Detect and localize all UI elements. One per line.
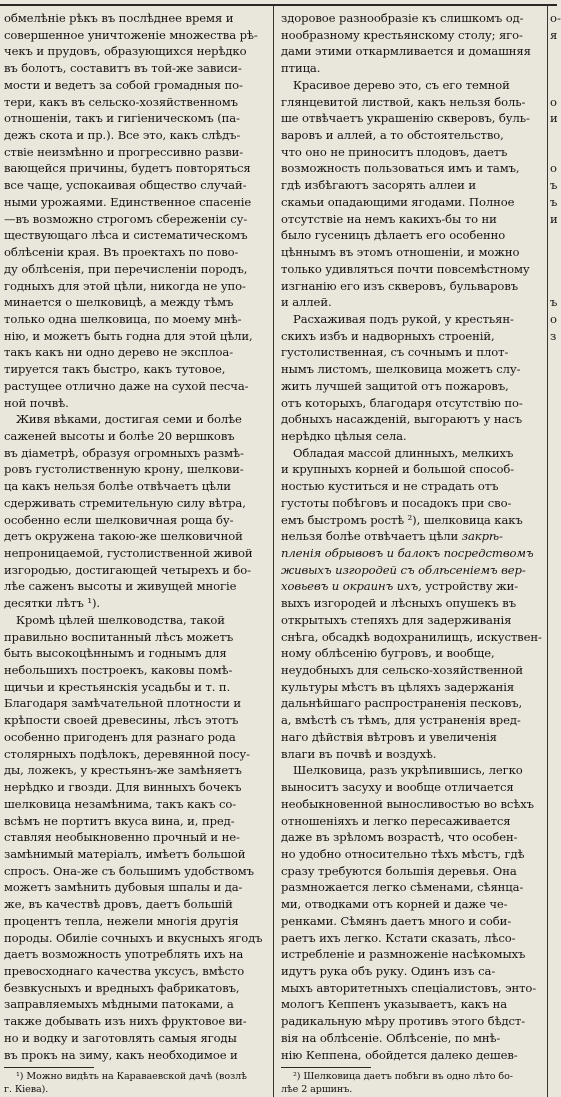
text-line: что оно не приноситъ плодовъ, даетъ: [281, 144, 508, 159]
left-para-1: [4, 10, 267, 411]
text-line: ду облѣсенія, при перечисленіи породъ,: [4, 261, 248, 276]
text-run: нельзя болѣе отвѣчаетъ цѣли: [281, 529, 459, 544]
edge-fragment: [550, 1047, 557, 1064]
left-footnote: [4, 1071, 267, 1096]
text-line: только одна шелковица, по моему мнѣ-: [4, 311, 242, 326]
text-line: нообразному крестьянскому столу; яго-: [281, 27, 523, 42]
text-run: емъ быстромъ ростѣ ²), шелковица какъ: [281, 512, 523, 527]
text-line: и аллей.: [281, 295, 332, 310]
text-line: мыхъ авторитетныхъ спеціалистовъ, энто-: [281, 980, 537, 995]
text-line: густолиственная, съ сочнымъ и плот-: [281, 345, 509, 360]
text-line: также добывать изъ нихъ фруктовое ви-: [4, 1014, 247, 1029]
text-line: ствіе неизмѣнно и прогрессивно разви-: [4, 144, 244, 159]
edge-fragment: [550, 829, 557, 846]
text-line: превосходнаго качества уксусъ, вмѣсто: [4, 963, 245, 978]
text-line: растущее отлично даже на сухой песча-: [4, 378, 249, 393]
edge-fragment: [550, 863, 557, 880]
text-line: ровъ густолиственную крону, шелкови-: [4, 462, 244, 477]
text-line: возможность пользоваться имъ и тамъ,: [281, 161, 520, 176]
text-line: добныхъ насажденій, выгораютъ у насъ: [281, 412, 523, 427]
text-line: можетъ замѣнить дубовыя шпалы и да-: [4, 880, 243, 895]
text-line: ному облѣсенію бугровъ, и вообще,: [281, 646, 495, 661]
edge-fragment: [550, 645, 557, 662]
right-para-0: [281, 10, 543, 77]
text-line: ми, отводками отъ корней и даже че-: [281, 897, 508, 912]
text-line: совершенное уничтоженіе множества рѣ-: [4, 27, 258, 42]
edge-fragment: [550, 963, 557, 980]
text-line: но удобно относительно тѣхъ мѣстъ, гдѣ: [281, 846, 525, 861]
text-line: обмелѣніе рѣкъ въ послѣднее время и: [4, 11, 234, 25]
text-run: густоты побѣговъ и посадокъ при сво-: [281, 495, 512, 510]
text-line: ренками. Сѣмянъ даетъ много и соби-: [281, 913, 512, 928]
right-para-1: [281, 77, 543, 311]
text-line: Кромѣ цѣлей шелководства, такой: [16, 612, 225, 627]
text-line: —въ возможно строгомъ сбереженіи су-: [4, 211, 248, 226]
text-line: отъ которыхъ, благодаря отсутствію по-: [281, 395, 523, 410]
footnote-rule: [4, 1067, 94, 1068]
edge-fragment: [550, 562, 557, 579]
text-line: а, вмѣстѣ съ тѣмъ, для устраненія вред-: [281, 713, 521, 728]
text-line: жить лучшей защитой отъ пожаровъ,: [281, 378, 509, 393]
edge-fragment: з: [550, 328, 557, 343]
text-line: крѣпости своей древесины, лѣсъ этотъ: [4, 713, 239, 728]
edge-fragment: [550, 43, 557, 60]
text-line: небольшихъ построекъ, каковы помѣ-: [4, 663, 233, 678]
text-line: идутъ рука объ руку. Одинъ изъ са-: [281, 963, 496, 978]
text-line: наго дѣйствія вѣтровъ и увеличенія: [281, 729, 497, 744]
edge-fragment: [550, 261, 557, 278]
edge-fragment: [550, 762, 557, 779]
text-line: ществующаго лѣса и систематическомъ: [4, 228, 248, 243]
right-footnote: [281, 1071, 543, 1096]
top-rule: [0, 4, 557, 6]
text-line: Благодаря замѣчательной плотности и: [4, 696, 241, 711]
text-line: снѣга, обсадкѣ водохранилищъ, искуствен-: [281, 629, 542, 644]
text-line: нію, и можетъ быть годна для этой цѣли,: [4, 328, 253, 343]
edge-fragment: ъ: [550, 194, 558, 209]
text-line: варовъ и аллей, а то обстоятельство,: [281, 128, 504, 143]
edge-fragment: [550, 60, 557, 77]
edge-fragment: [550, 796, 557, 813]
italic-run: живыхъ изгородей съ облѣсеніемъ вер-: [281, 562, 526, 577]
text-line: мости и ведетъ за собой громадныя по-: [4, 77, 243, 92]
text-line: заправляемыхъ мѣдными патоками, а: [4, 997, 234, 1012]
text-line: [281, 512, 543, 529]
text-line: правильно воспитанный лѣсъ можетъ: [4, 629, 234, 644]
right-column: [281, 10, 543, 1095]
edge-fragment: [550, 77, 557, 94]
text-line: дальнѣйшаго распространенія песковъ,: [281, 696, 523, 711]
text-line: выхъ изгородей и лѣсныхъ опушекъ въ: [281, 596, 516, 611]
text-line: отношеніяхъ и легко пересаживается: [281, 813, 511, 828]
text-line: въ болотъ, составитъ въ той-же зависи-: [4, 61, 242, 76]
text-line: выноситъ засуху и вообще отличается: [281, 780, 514, 795]
edge-fragment: [550, 913, 557, 930]
text-line: нію Кеппена, обойдется далеко дешев-: [281, 1047, 518, 1062]
text-line: же, въ качествѣ дровъ, даетъ большій: [4, 897, 233, 912]
text-line: въ діаметрѣ, образуя огромныхъ размѣ-: [4, 445, 244, 460]
text-run: Обладая массой длинныхъ, мелкихъ: [293, 445, 514, 460]
text-line: скамьи опадающими ягодами. Полное: [281, 194, 515, 209]
edge-fragment: [550, 980, 557, 997]
text-line: [281, 562, 543, 579]
text-line: дами этими откармливается и домашняя: [281, 44, 531, 59]
text-line: детъ окружена такою-же шелковичной: [4, 529, 243, 544]
text-line: ²) Шелковица даетъ побѣги въ одно лѣто бо-: [293, 1071, 513, 1083]
text-line: г. Кіева).: [4, 1083, 49, 1095]
text-line: саженей высоты и болѣе 20 вершковъ: [4, 428, 235, 443]
text-line: породы. Обиліе сочныхъ и вкусныхъ ягодъ: [4, 930, 263, 945]
text-line: даетъ возможность употреблять ихъ на: [4, 947, 244, 962]
edge-fragment: [550, 278, 557, 295]
text-line: мологъ Кеппенъ указываетъ, какъ на: [281, 997, 508, 1012]
text-line: нымъ листомъ, шелковица можетъ слу-: [281, 362, 521, 377]
edge-fragment: [550, 411, 557, 428]
text-line: годныхъ для этой цѣли, никогда не упо-: [4, 278, 246, 293]
text-line: особенно пригоденъ для разнаго рода: [4, 729, 236, 744]
text-line: [281, 461, 543, 478]
edge-fragment: [550, 378, 557, 395]
text-line: минается о шелковицѣ, а между тѣмъ: [4, 295, 234, 310]
text-line: изгородью, достигающей четырехъ и бо-: [4, 562, 251, 577]
edge-fragment: [550, 1013, 557, 1030]
text-line: истребленіе и размноженіе насѣкомыхъ: [281, 947, 526, 962]
edge-fragment: [550, 996, 557, 1013]
text-line: ной почвѣ.: [4, 395, 69, 410]
text-line: лѣе саженъ высоты и живущей многіе: [4, 579, 237, 594]
text-line: было гусеницъ дѣлаетъ его особенно: [281, 228, 506, 243]
text-line: глянцевитой листвой, какъ нельзя боль-: [281, 94, 526, 109]
text-line: тируется такъ быстро, какъ тутовое,: [4, 362, 226, 377]
edge-fragment: я: [550, 27, 558, 42]
right-para-3: [281, 445, 543, 763]
footnote-rule: [281, 1067, 371, 1068]
edge-fragment: [550, 428, 557, 445]
text-line: облѣсеніи края. Въ проектахъ по пово-: [4, 245, 239, 260]
italic-run: ховьевъ и окраинъ ихъ,: [281, 579, 422, 594]
text-line: изгнанію его изъ скверовъ, бульваровъ: [281, 278, 519, 293]
text-line: здоровое разнообразіе къ слишкомъ од-: [281, 11, 524, 25]
text-line: непроницаемой, густолиственной живой: [4, 546, 253, 560]
text-line: [281, 478, 543, 495]
text-line: въ прокъ на зиму, какъ необходимое и: [4, 1047, 238, 1062]
edge-fragment: [550, 578, 557, 595]
edge-fragment: [550, 879, 557, 896]
text-line: тери, какъ въ сельско-хозяйственномъ: [4, 94, 238, 109]
edge-fragment: ъ: [550, 295, 558, 310]
edge-fragment: [550, 478, 557, 495]
edge-fragment: о: [550, 161, 557, 176]
text-run: ностью куститься и не страдать отъ: [281, 479, 499, 494]
edge-fragment: [550, 344, 557, 361]
text-line: лѣе 2 аршинъ.: [281, 1083, 353, 1095]
edge-fragment: [550, 361, 557, 378]
left-column: [4, 10, 267, 1095]
edge-fragment: и: [550, 111, 558, 126]
text-line: десятки лѣтъ ¹).: [4, 596, 100, 611]
text-line: гдѣ избѣгаютъ засорять аллеи и: [281, 178, 476, 193]
text-line: вія на облѣсеніе. Облѣсеніе, по мнѣ-: [281, 1030, 501, 1045]
edge-fragment: [550, 712, 557, 729]
text-line: [281, 495, 543, 512]
text-line: размножается легко сѣменами, сѣянца-: [281, 880, 524, 895]
edge-fragment: [550, 629, 557, 646]
edge-fragment: [550, 813, 557, 830]
edge-fragment: [550, 946, 557, 963]
text-line: [281, 528, 543, 545]
text-line: даже въ зрѣломъ возрастѣ, что особен-: [281, 830, 518, 845]
text-line: все чаще, успокаивая общество случай-: [4, 178, 247, 193]
text-line: радикальную мѣру противъ этого бѣдст-: [281, 1014, 526, 1029]
text-line: влаги въ почвѣ и воздухѣ.: [281, 746, 437, 761]
text-line: Шелковица, разъ укрѣпившись, легко: [293, 763, 523, 778]
text-line: [281, 578, 543, 595]
text-line: Живя вѣками, достигая семи и болѣе: [16, 412, 242, 427]
right-para-2: [281, 311, 543, 445]
italic-run: закрѣ-: [461, 529, 503, 544]
text-line: отношеніи, такъ и гигіеническомъ (па-: [4, 111, 240, 126]
text-line: спросъ. Она-же съ большимъ удобствомъ: [4, 863, 254, 878]
cut-off-edge-column: [550, 10, 561, 1090]
edge-fragment: о-: [550, 11, 561, 25]
edge-fragment: ъ: [550, 178, 558, 193]
text-line: Красивое дерево это, съ его темной: [293, 77, 510, 92]
text-line: [281, 445, 543, 462]
right-para-4: [281, 762, 543, 1063]
text-line: скихъ избъ и надворныхъ строеній,: [281, 328, 495, 343]
edge-fragment: [550, 679, 557, 696]
edge-fragment: [550, 545, 557, 562]
text-line: необыкновенной выносливостью во всѣхъ: [281, 796, 534, 811]
edge-fragment: [550, 846, 557, 863]
edge-fragment: [550, 746, 557, 763]
edge-fragment: [550, 395, 557, 412]
edge-fragment: [550, 144, 557, 161]
text-line: культуры мѣстъ въ цѣляхъ задержанія: [281, 679, 515, 694]
text-line: такъ какъ ни одно дерево не эксплоа-: [4, 345, 234, 360]
text-line: неудобныхъ для сельско-хозяйственной: [281, 663, 523, 678]
text-line: ¹) Можно видѣть на Караваевской дачѣ (возлѣ: [16, 1071, 247, 1083]
edge-fragment: [550, 662, 557, 679]
text-line: сдерживать стремительную силу вѣтра,: [4, 495, 246, 510]
edge-fragment: [550, 695, 557, 712]
text-line: вающейся причины, будетъ повторяться: [4, 161, 251, 176]
edge-fragment: о: [550, 311, 557, 326]
column-divider: [273, 6, 274, 1097]
text-line: щичьи и крестьянскія усадьбы и т. п.: [4, 679, 231, 694]
text-line: замѣнимый матеріалъ, имѣетъ большой: [4, 846, 246, 861]
text-line: ца какъ нельзя болѣе отвѣчаетъ цѣли: [4, 479, 231, 494]
text-line: раетъ ихъ легко. Кстати сказать, лѣсо-: [281, 930, 516, 945]
text-line: сразу требуются большія деревья. Она: [281, 863, 517, 878]
text-line: процентъ тепла, нежели многія другія: [4, 913, 239, 928]
edge-fragment: и: [550, 211, 558, 226]
text-run: и крупныхъ корней и большой способ-: [281, 462, 515, 477]
text-line: особенно если шелковичная роща бу-: [4, 512, 234, 527]
edge-fragment: [550, 244, 557, 261]
text-line: цѣннымъ въ этомъ отношеніи, и можно: [281, 245, 520, 260]
text-line: ше отвѣчаетъ украшенію скверовъ, буль-: [281, 111, 530, 126]
text-line: шелковица незамѣнима, такъ какъ со-: [4, 796, 237, 811]
text-run: устройству жи-: [421, 579, 519, 594]
text-line: дежъ скота и пр.). Все это, какъ слѣдъ-: [4, 128, 241, 143]
edge-fragment: [550, 930, 557, 947]
edge-fragment: [550, 779, 557, 796]
left-para-3: [4, 612, 267, 1063]
text-line: ды, ложекъ, у крестьянъ-же замѣняетъ: [4, 763, 242, 778]
edge-fragment: [550, 595, 557, 612]
text-line: чекъ и прудовъ, образующихся нерѣдко: [4, 44, 247, 59]
left-para-2: [4, 411, 267, 612]
text-line: только удивляться почти повсемѣстному: [281, 261, 530, 276]
text-line: [281, 545, 543, 562]
edge-fragment: [550, 227, 557, 244]
text-line: отсутствіе на немъ какихъ-бы то ни: [281, 211, 497, 226]
edge-fragment: [550, 512, 557, 529]
text-line: но и водку и заготовлять самыя ягоды: [4, 1030, 237, 1045]
text-line: ными урожаями. Единственное спасеніе: [4, 194, 252, 209]
edge-fragment: [550, 495, 557, 512]
text-line: ставляя необыкновенно прочный и не-: [4, 830, 240, 845]
italic-run: пленія обрывовъ и балокъ посредствомъ: [281, 546, 534, 560]
edge-fragment: [550, 1030, 557, 1047]
text-line: птица.: [281, 61, 321, 76]
text-line: столярныхъ подѣлокъ, деревянной посу-: [4, 746, 250, 761]
text-line: нерѣдко цѣлыя села.: [281, 428, 407, 443]
edge-fragment: [550, 612, 557, 629]
edge-fragment: [550, 896, 557, 913]
text-line: безвкусныхъ и вредныхъ фабрикатовъ,: [4, 980, 240, 995]
text-line: всѣмъ не портитъ вкуса вина, и, пред-: [4, 813, 235, 828]
edge-fragment: [550, 127, 557, 144]
text-line: быть высокоцѣннымъ и годнымъ для: [4, 646, 227, 661]
edge-fragment: [550, 461, 557, 478]
edge-fragment: [550, 445, 557, 462]
text-line: открытыхъ степяхъ для задерживанія: [281, 612, 512, 627]
column-divider-right: [547, 6, 548, 1097]
edge-fragment: [550, 528, 557, 545]
edge-fragment: [550, 729, 557, 746]
text-line: нерѣдко и гвозди. Для винныхъ бочекъ: [4, 780, 242, 795]
text-line: Расхаживая подъ рукой, у крестьян-: [293, 311, 514, 326]
edge-fragment: о: [550, 94, 557, 109]
